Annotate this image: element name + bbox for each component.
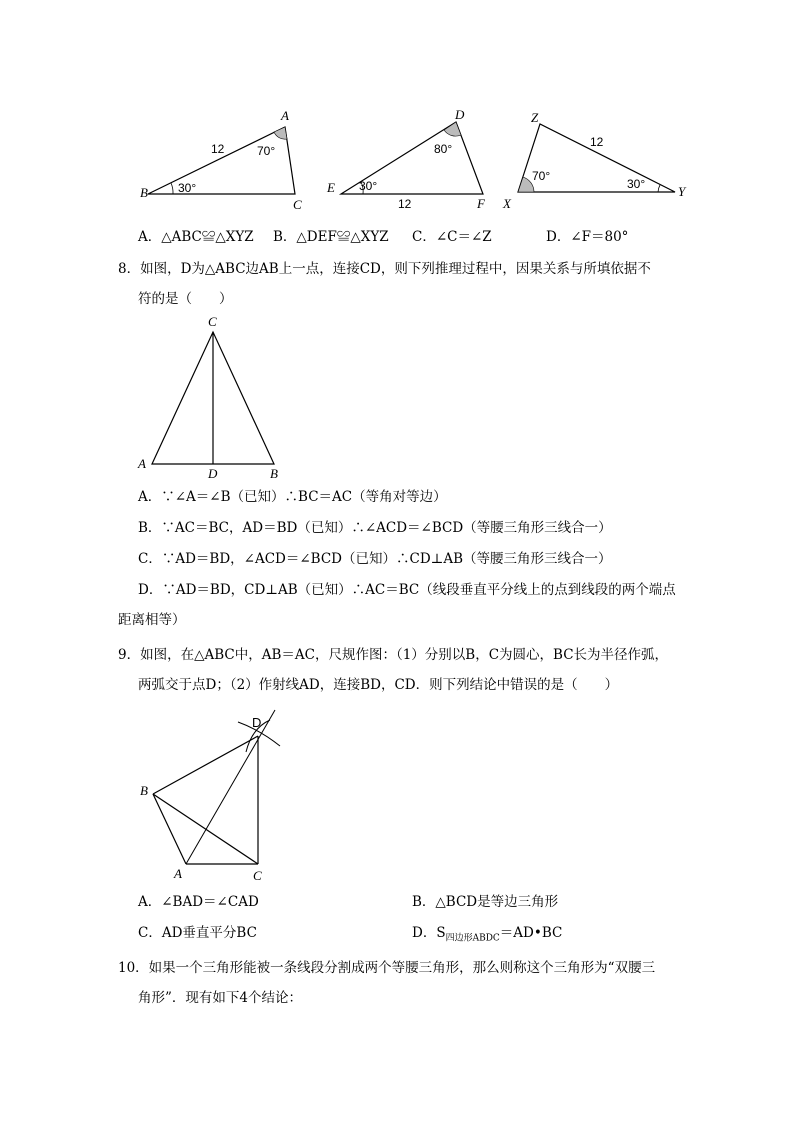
q7-option-c: C．∠C＝∠Z [412, 229, 492, 245]
q9-option-d [412, 923, 562, 949]
label-a: A [138, 456, 146, 471]
label-c: C [253, 868, 262, 883]
angle-a-value: 70° [257, 144, 276, 158]
angle-y-arc [658, 185, 660, 192]
q9-option-b: B．△BCD是等边三角形 [412, 894, 559, 910]
q9-figure [134, 706, 304, 886]
label-a: A [281, 108, 289, 123]
q8-option-d-line1: D．∵AD＝BD，CD⊥AB（已知）∴AC＝BC（线段垂直平分线上的点到线段的两个端点 [138, 582, 676, 598]
q10-stem-line1: 10．如果一个三角形能被一条线段分割成两个等腰三角形，那么则称这个三角形为“双腰三 [118, 960, 656, 976]
label-d: D [208, 466, 218, 481]
q8-option-b: B．∵AC＝BC，AD＝BD（已知）∴∠ACD＝∠BCD（等腰三角形三线合一） [138, 520, 612, 536]
q10-stem-line2: 角形”．现有如下4个结论： [138, 990, 302, 1006]
q9-option-c: C．AD垂直平分BC [138, 925, 257, 941]
angle-d-value: 80° [434, 142, 453, 156]
segment-bd [153, 736, 258, 794]
label-b: B [140, 783, 148, 798]
angle-y-value: 30° [627, 177, 646, 191]
q8-option-c: C．∵AD＝BD，∠ACD＝∠BCD（已知）∴CD⊥AB（等腰三角形三线合一） [138, 551, 612, 567]
angle-a-marker [274, 127, 287, 139]
label-z: Z [531, 110, 539, 125]
label-y: Y [678, 184, 686, 199]
label-e: E [327, 180, 335, 195]
q7-figure-abc [138, 104, 308, 214]
q9-option-a: A．∠BAD＝∠CAD [138, 894, 259, 910]
q9-stem-line2: 两弧交于点D；（2）作射线AD，连接BD，CD．则下列结论中错误的是（ ） [138, 677, 619, 693]
q8-figure [134, 312, 294, 482]
q8-stem-line2: 符的是（ ） [138, 291, 233, 307]
label-c: C [293, 197, 302, 212]
angle-d-marker [444, 122, 461, 136]
side-ab-length: 12 [211, 142, 225, 156]
label-c: C [208, 314, 217, 329]
q7-figure-xyz [500, 104, 700, 214]
q8-option-a: A．∵∠A＝∠B（已知）∴BC＝AC（等角对等边） [138, 489, 447, 505]
label-d: D [455, 107, 465, 122]
q7-option-a: A．△ABC≌△XYZ [138, 229, 254, 245]
side-ef-length: 12 [398, 197, 412, 211]
angle-x-value: 70° [532, 169, 551, 183]
angle-b-arc [171, 183, 173, 194]
label-b: B [270, 466, 278, 481]
q9-stem-line1: 9．如图，在△ABC中，AB＝AC，尺规作图：（1）分别以B，C为圆心，BC长为半径作弧， [118, 647, 669, 663]
label-f: F [477, 196, 485, 211]
q9-option-d-prefix: D．S [412, 925, 446, 941]
q9-option-d-subscript: 四边形ABDC [445, 933, 500, 944]
label-x: X [503, 196, 511, 211]
label-b: B [140, 185, 148, 200]
q7-option-b: B．△DEF≌△XYZ [273, 229, 389, 245]
q9-option-d-suffix: ＝AD•BC [499, 925, 563, 941]
triangle-abc [148, 127, 295, 194]
q7-figure-def [322, 104, 502, 214]
side-zy-length: 12 [590, 135, 604, 149]
angle-b-value: 30° [178, 181, 197, 195]
label-d: D [252, 715, 262, 730]
q8-option-d-line2: 距离相等） [118, 612, 186, 628]
q8-stem-line1: 8．如图，D为△ABC边AB上一点，连接CD，则下列推理过程中，因果关系与所填依据不 [118, 261, 651, 277]
segment-bc [153, 794, 258, 864]
angle-e-value: 30° [359, 179, 378, 193]
q7-option-d: D．∠F＝80° [546, 229, 629, 245]
label-a: A [174, 866, 182, 881]
